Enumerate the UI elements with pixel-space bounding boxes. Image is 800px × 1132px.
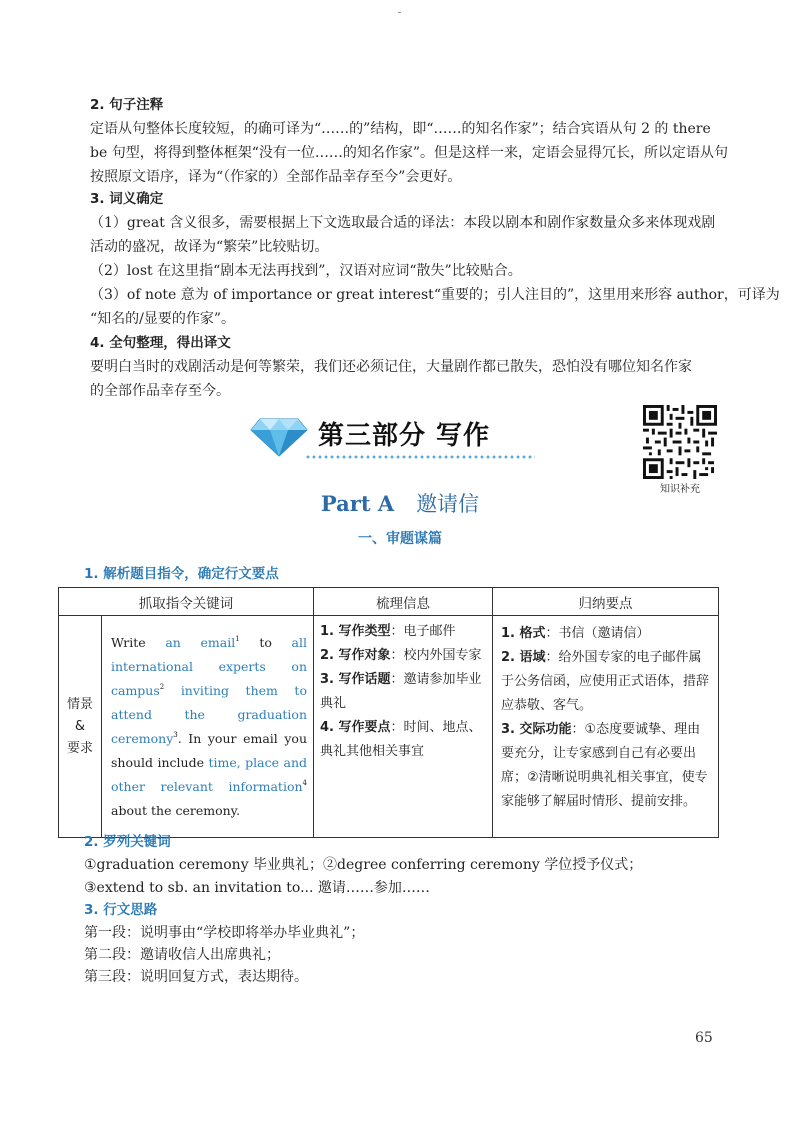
paragraph-line: “知名的/显要的作家”。 — [90, 311, 236, 327]
info-label: 1. 写作类型 — [320, 624, 391, 639]
info-text: ：校内外国专家 — [390, 648, 482, 663]
info-label: 4. 写作要点 — [320, 720, 391, 735]
section-heading-4: 4. 全句整理，得出译文 — [90, 335, 231, 351]
analysis-table — [58, 587, 719, 838]
page-number: 65 — [695, 1030, 713, 1046]
keyword-3: inviting them to attend the graduation ceremony — [111, 682, 307, 746]
paragraph-line: be 句型，将得到整体框架“没有一位……的知名作家”。但是这样一来，定语会显得冗长，所以定语从句 — [90, 145, 729, 161]
keyword-line: ③extend to sb. an invitation to... 邀请……参加…… — [84, 880, 430, 896]
instruction-part: Write — [111, 634, 166, 650]
info-label: 3. 写作话题 — [320, 672, 391, 687]
row-label — [59, 616, 102, 838]
outline-line: 第一段：说明事由“学校即将举办毕业典礼”； — [84, 925, 365, 941]
paragraph-line: 按照原文语序，译为“（作家的）全部作品幸存至今”会更好。 — [90, 169, 462, 185]
table-header-points: 归纳要点 — [493, 588, 719, 616]
point-label: 3. 交际功能 — [501, 722, 572, 737]
paragraph-line: （2）lost 在这里指“剧本无法再找到”，汉语对应词“散失”比较贴合。 — [90, 263, 522, 279]
qr-code-icon — [643, 405, 717, 479]
instruction-part: to — [239, 634, 292, 650]
info-label: 2. 写作对象 — [320, 648, 391, 663]
points-cell — [493, 616, 719, 838]
info-item — [320, 668, 486, 716]
point-text: ：书信（邀请信） — [545, 626, 650, 641]
outline-heading: 3. 行文思路 — [84, 902, 158, 918]
instruction-cell — [102, 616, 314, 838]
point-text: ：①态度要诚挚、理由要充分，让专家感到自己有必要出席；②清晰说明典礼相关事宜，使专家能够了解届时情形、提前安排。 — [501, 722, 708, 809]
point-item — [501, 622, 710, 646]
keywords-heading: 2. 罗列关键词 — [84, 834, 171, 850]
row-label-part: 要求 — [66, 740, 93, 756]
row-label-part: & — [74, 718, 86, 734]
info-text: ：邀请参加毕业典礼 — [320, 672, 482, 711]
table-header-row — [59, 588, 719, 616]
paragraph-line: 活动的盛况，故译为“繁荣”比较贴切。 — [90, 239, 329, 255]
point-item — [501, 718, 710, 814]
instruction-text — [111, 631, 307, 823]
keyword-2: all international experts on campus — [111, 634, 307, 698]
section-heading-2: 2. 句子注释 — [90, 97, 164, 113]
top-mark — [398, 12, 401, 13]
analysis-heading: 1. 解析题目指令，确定行文要点 — [84, 566, 279, 582]
row-label-part: 情景 — [66, 696, 93, 712]
info-cell — [314, 616, 493, 838]
table-row — [59, 616, 719, 838]
paragraph-line: （1）great 含义很多，需要根据上下文选取最合适的译法：本段以剧本和剧作家数量众多来体现戏剧 — [90, 215, 716, 231]
banner-dotted-line — [305, 455, 535, 459]
info-text: ：时间、地点、典礼其他相关事宜 — [320, 720, 482, 759]
diamond-icon — [250, 415, 308, 457]
info-text: ：电子邮件 — [390, 624, 456, 639]
table-header-keywords: 抓取指令关键词 — [59, 588, 314, 616]
section-subheading: 一、审题谋篇 — [358, 531, 442, 547]
keyword-index: 2 — [159, 682, 165, 691]
info-item — [320, 716, 486, 764]
point-label: 1. 格式 — [501, 626, 546, 641]
table-header-info: 梳理信息 — [314, 588, 493, 616]
outline-line: 第三段：说明回复方式，表达期待。 — [84, 969, 308, 985]
info-item — [320, 620, 486, 644]
part-a-title — [0, 488, 800, 518]
paragraph-line: 要明白当时的戏剧活动是何等繁荣，我们还必须记住，大量剧作都已散失，恐怕没有哪位知名作家 — [90, 359, 692, 375]
paragraph-line: 的全部作品幸存至今。 — [90, 383, 230, 399]
paragraph-line: （3）of note 意为 of importance or great interest“重要的；引人注目的”，这里用来形容 author，可译为 — [90, 287, 780, 303]
keyword-index: 3 — [173, 730, 178, 739]
paragraph-line: 定语从句整体长度较短，的确可译为“……的”结构，即“……的知名作家”；结合宾语从句 2 的 there — [90, 121, 711, 137]
section-heading-3: 3. 词义确定 — [90, 191, 164, 207]
point-label: 2. 语域 — [501, 650, 546, 665]
keyword-index: 1 — [235, 634, 240, 643]
instruction-part: . In your email you should include — [111, 730, 307, 770]
part-banner — [250, 413, 570, 473]
part-a-name: 邀请信 — [416, 492, 480, 516]
keyword-1: an email — [165, 634, 236, 650]
keyword-index: 4 — [302, 778, 307, 787]
info-item — [320, 644, 486, 668]
part-a-label: Part A — [320, 491, 395, 516]
instruction-part: about the ceremony. — [111, 802, 241, 818]
instruction-part — [164, 683, 181, 698]
banner-title: 第三部分 写作 — [318, 421, 491, 451]
point-item — [501, 646, 710, 718]
outline-line: 第二段：邀请收信人出席典礼； — [84, 947, 280, 963]
keyword-4: time, place and other relevant information — [111, 754, 307, 794]
qr-label: 知识补充 — [660, 484, 700, 495]
point-text: ：给外国专家的电子邮件属于公务信函，应使用正式语体，措辞应恭敬、客气。 — [501, 650, 710, 713]
keyword-line: ①graduation ceremony 毕业典礼；②degree conferring ceremony 学位授予仪式； — [84, 857, 643, 873]
